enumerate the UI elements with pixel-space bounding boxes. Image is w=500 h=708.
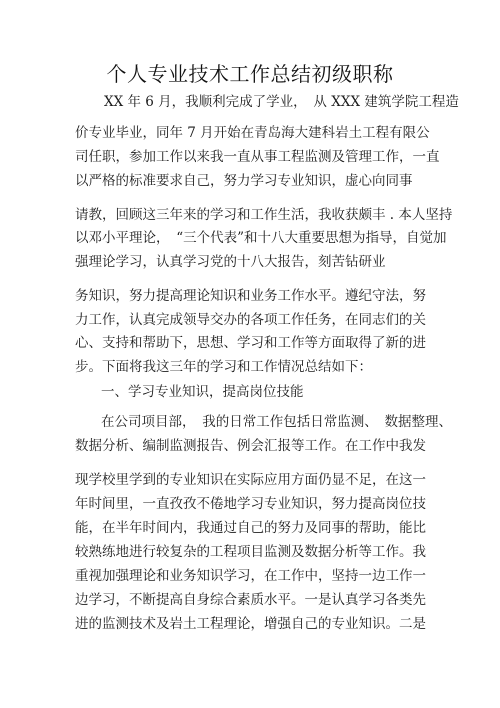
text-line: 年时间里，一直孜孜不倦地学习专业知识，努力提高岗位技 (75, 496, 426, 512)
text-line: 以邓小平理论， “三个代表”和十八大重要思想为指导，自觉加 (75, 230, 447, 246)
text-line: 数据分析、编制监测报告、例会汇报等工作。在工作中我发 (75, 438, 426, 454)
text-line: 请教，回顾这三年来的学习和工作生活，我收获颇丰 . 本人坚持 (75, 207, 453, 223)
text-line: 务知识，努力提高理论知识和业务工作水平。遵纪守法，努 (75, 288, 426, 304)
text-line: XX 年 6 月，我顺利完成了学业， 从 XXX 建筑学院工程造 (104, 94, 459, 110)
text-line: 司任职，参加工作以来我一直从事工程监测及管理工作，一直 (75, 149, 440, 165)
text-line: 心、支持和帮助下，思想、学习和工作等方面取得了新的进 (75, 335, 426, 351)
text-line: 能，在半年时间内，我通过自己的努力及同事的帮助，能比 (75, 520, 426, 536)
text-line: 力工作，认真完成领导交办的各项工作任务，在同志们的关 (75, 312, 426, 328)
text-line: 现学校里学到的专业知识在实际应用方面仍显不足，在这一 (75, 472, 426, 488)
text-line: 边学习，不断提高自身综合素质水平。一是认真学习各类先 (75, 592, 426, 608)
text-line: 强理论学习，认真学习党的十八大报告，刻苦钻研业 (75, 254, 386, 270)
text-line: 以严格的标准要求自己，努力学习专业知识，虚心向同事 (75, 173, 413, 189)
text-line: 价专业毕业，同年 7 月开始在青岛海大建科岩土工程有限公 (75, 125, 430, 141)
text-line: 在公司项目部， 我的日常工作包括日常监测、 数据整理、 (101, 414, 452, 430)
text-line: 较熟练地进行较复杂的工程项目监测及数据分析等工作。我 (75, 544, 426, 560)
document-title: 个人专业技术工作总结初级职称 (106, 62, 394, 86)
text-line: 进的监测技术及岩土工程理论，增强自己的专业知识。二是 (75, 616, 426, 632)
section-heading: 一、学习专业知识，提高岗位技能 (101, 384, 304, 400)
text-line: 步。下面将我这三年的学习和工作情况总结如下： (75, 359, 372, 375)
text-line: 重视加强理论和业务知识学习，在工作中，坚持一边工作一 (75, 568, 426, 584)
